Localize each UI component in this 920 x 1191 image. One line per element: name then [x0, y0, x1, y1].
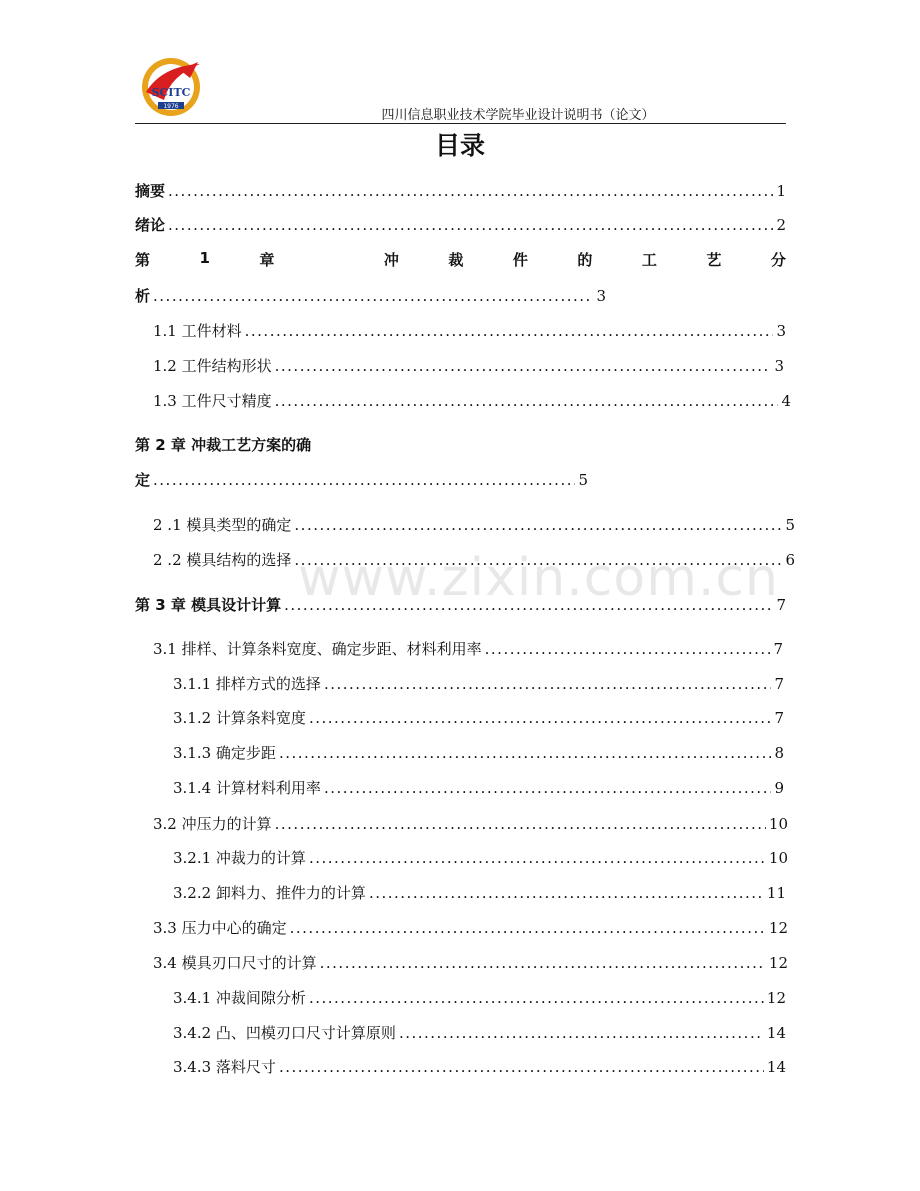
toc-entry-page: 3	[774, 357, 784, 375]
chapter-1-char: 第	[135, 251, 151, 269]
toc-entry-page: 5	[785, 516, 795, 534]
logo-text: SCITC	[151, 86, 191, 99]
leader-dots	[168, 216, 773, 234]
document-header-title: 四川信息职业技术学院毕业设计说明书（论文）	[381, 108, 655, 123]
toc-entry[interactable]	[173, 707, 784, 729]
toc-entry-page: 14	[766, 1058, 786, 1076]
chapter-1-char: 工	[641, 251, 657, 269]
leader-dots	[290, 919, 766, 937]
toc-entry-label: 3.1 排样、计算条料宽度、确定步距、材料利用率	[153, 640, 482, 658]
leader-dots	[309, 849, 766, 867]
chapter-1-char: 件	[512, 251, 528, 269]
toc-entry[interactable]	[173, 1022, 786, 1044]
toc-entry-page: 9	[774, 779, 784, 797]
chapter-1-char: 冲	[383, 251, 399, 269]
toc-entry-label: 3.1.4 计算材料利用率	[173, 779, 321, 797]
toc-entry-label: 3.2.1 冲裁力的计算	[173, 849, 306, 867]
leader-dots	[279, 744, 772, 762]
toc-entry-page: 7	[776, 596, 786, 614]
chapter-2-heading[interactable]: 第 2 章 冲裁工艺方案的确	[135, 436, 312, 454]
toc-entry-page: 10	[768, 849, 788, 867]
leader-dots	[399, 1024, 764, 1042]
leader-dots	[324, 779, 772, 797]
toc-entry[interactable]	[173, 673, 784, 695]
chapter-1-char: 1	[199, 249, 210, 267]
toc-entry-page: 4	[781, 392, 791, 410]
toc-entry[interactable]	[173, 777, 784, 799]
toc-entry-label: 定	[135, 471, 151, 489]
leader-dots	[369, 884, 764, 902]
toc-entry[interactable]	[135, 180, 786, 202]
page-title: 目录	[434, 131, 485, 160]
toc-entry[interactable]	[173, 1056, 786, 1078]
toc-entry-page: 7	[773, 640, 783, 658]
toc-entry[interactable]	[173, 882, 786, 904]
chapter-1-heading[interactable]	[135, 249, 786, 270]
leader-dots	[320, 954, 766, 972]
toc-entry-label: 2 .2 模具结构的选择	[153, 551, 292, 569]
toc-entry[interactable]	[173, 847, 788, 869]
toc-entry-page: 5	[578, 471, 588, 489]
toc-entry-label: 3.3 压力中心的确定	[153, 919, 287, 937]
toc-entry[interactable]	[153, 813, 788, 835]
toc-entry-label: 3.4.1 冲裁间隙分析	[173, 989, 306, 1007]
leader-dots	[485, 640, 771, 658]
toc-entry[interactable]	[153, 320, 786, 342]
toc-entry-page: 6	[785, 551, 795, 569]
leader-dots	[275, 815, 766, 833]
toc-entry-label: 1.3 工件尺寸精度	[153, 392, 272, 410]
toc-entry-page: 12	[768, 919, 788, 937]
toc-entry-label: 第 3 章 模具设计计算	[135, 596, 282, 614]
chapter-1-char: 裁	[448, 251, 464, 269]
toc-entry-page: 14	[766, 1024, 786, 1042]
chapter-1-char: 分	[770, 251, 786, 269]
toc-entry-label: 2 .1 模具类型的确定	[153, 516, 292, 534]
chapter-1-char: 章	[259, 251, 275, 269]
leader-dots	[275, 357, 772, 375]
leader-dots	[153, 471, 575, 489]
leader-dots	[309, 989, 764, 1007]
leader-dots	[324, 675, 772, 693]
toc-entry[interactable]	[135, 469, 588, 491]
toc-entry-label: 3.2.2 卸料力、推件力的计算	[173, 884, 366, 902]
leader-dots	[275, 392, 779, 410]
toc-entry[interactable]	[173, 987, 786, 1009]
toc-entry[interactable]	[135, 214, 786, 236]
leader-dots	[294, 516, 782, 534]
toc-entry-page: 1	[776, 182, 786, 200]
toc-entry-label: 3.1.2 计算条料宽度	[173, 709, 306, 727]
toc-entry-page: 8	[774, 744, 784, 762]
toc-entry-label: 1.1 工件材料	[153, 322, 242, 340]
toc-entry[interactable]	[135, 285, 606, 307]
toc-entry-label: 摘要	[135, 182, 166, 200]
toc-entry-label: 3.1.1 排样方式的选择	[173, 675, 321, 693]
header-divider	[135, 123, 786, 124]
toc-entry-page: 7	[774, 675, 784, 693]
leader-dots	[279, 1058, 764, 1076]
toc-entry-page: 7	[774, 709, 784, 727]
toc-entry-page: 2	[776, 216, 786, 234]
toc-entry[interactable]	[153, 952, 788, 974]
watermark: www.zixin.com.cn	[298, 548, 779, 608]
toc-entry-page: 12	[768, 954, 788, 972]
logo-year: 1976	[163, 103, 179, 110]
toc-entry[interactable]	[153, 355, 784, 377]
toc-entry-page: 3	[776, 322, 786, 340]
toc-entry-label: 3.4.2 凸、凹模刃口尺寸计算原则	[173, 1024, 396, 1042]
toc-entry-page: 12	[766, 989, 786, 1007]
leader-dots	[153, 287, 593, 305]
toc-entry-page: 10	[768, 815, 788, 833]
chapter-1-char: 艺	[706, 251, 722, 269]
leader-dots	[168, 182, 773, 200]
toc-entry[interactable]	[153, 638, 783, 660]
toc-entry-page: 3	[596, 287, 606, 305]
chapter-1-char: 的	[577, 251, 593, 269]
toc-entry-label: 1.2 工件结构形状	[153, 357, 272, 375]
leader-dots	[309, 709, 772, 727]
toc-entry[interactable]	[153, 390, 791, 412]
toc-entry[interactable]	[173, 742, 784, 764]
toc-entry-label: 3.4 模具刃口尺寸的计算	[153, 954, 317, 972]
toc-entry-label: 3.1.3 确定步距	[173, 744, 276, 762]
school-logo-icon	[140, 56, 202, 118]
toc-entry-label: 3.2 冲压力的计算	[153, 815, 272, 833]
toc-entry-label: 绪论	[135, 216, 166, 234]
leader-dots	[245, 322, 774, 340]
toc-entry-page: 11	[766, 884, 786, 902]
toc-entry-label: 析	[135, 287, 151, 305]
toc-entry-label: 3.4.3 落料尺寸	[173, 1058, 276, 1076]
toc-entry[interactable]	[153, 514, 795, 536]
toc-entry[interactable]	[153, 917, 788, 939]
